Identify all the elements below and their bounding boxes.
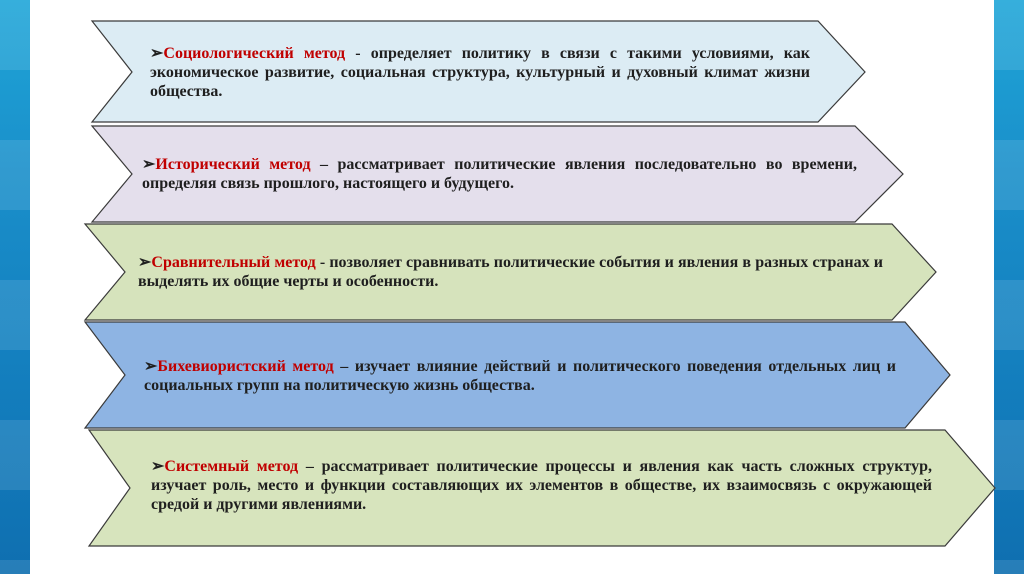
bullet-arrow-icon: ➢: [151, 458, 165, 475]
method-term: Бихевиористский метод: [157, 358, 334, 375]
method-term: Сравнительный метод: [151, 254, 316, 271]
method-term: Социологический метод: [163, 45, 346, 62]
method-description: – рассматривает политические процессы и явления как часть сложных структур, изучает роль, место и функции составляющих их элементов в обществе, их взаимосвязь с окружающей средой и другими явлениями.: [151, 458, 932, 513]
method-description: – рассматривает политические явления последовательно во времени, определяя связь прошлого, настоящего и будущего.: [142, 156, 857, 192]
method-term: Системный метод: [164, 458, 299, 475]
bullet-arrow-icon: ➢: [142, 156, 156, 173]
bullet-arrow-icon: ➢: [138, 254, 152, 271]
bullet-arrow-icon: ➢: [144, 358, 158, 375]
method-term: Исторический метод: [155, 156, 311, 173]
bullet-arrow-icon: ➢: [150, 45, 164, 62]
method-item-comparative: [138, 253, 883, 291]
method-description: – изучает влияние действий и политического поведения отдельных лиц и социальных групп на политическую жизнь общества.: [144, 358, 897, 394]
method-description: - позволяет сравнивать политические события и явления в разных странах и выделять их общие черты и особенности.: [138, 254, 884, 290]
method-item-sociological: [150, 44, 810, 101]
method-item-behavioral: [144, 357, 896, 395]
method-item-systemic: [151, 457, 932, 514]
method-item-historical: [142, 155, 857, 193]
method-description: - определяет политику в связи с такими условиями, как экономическое развитие, социальная структура, культурный и духовный климат жизни общества.: [150, 45, 810, 100]
